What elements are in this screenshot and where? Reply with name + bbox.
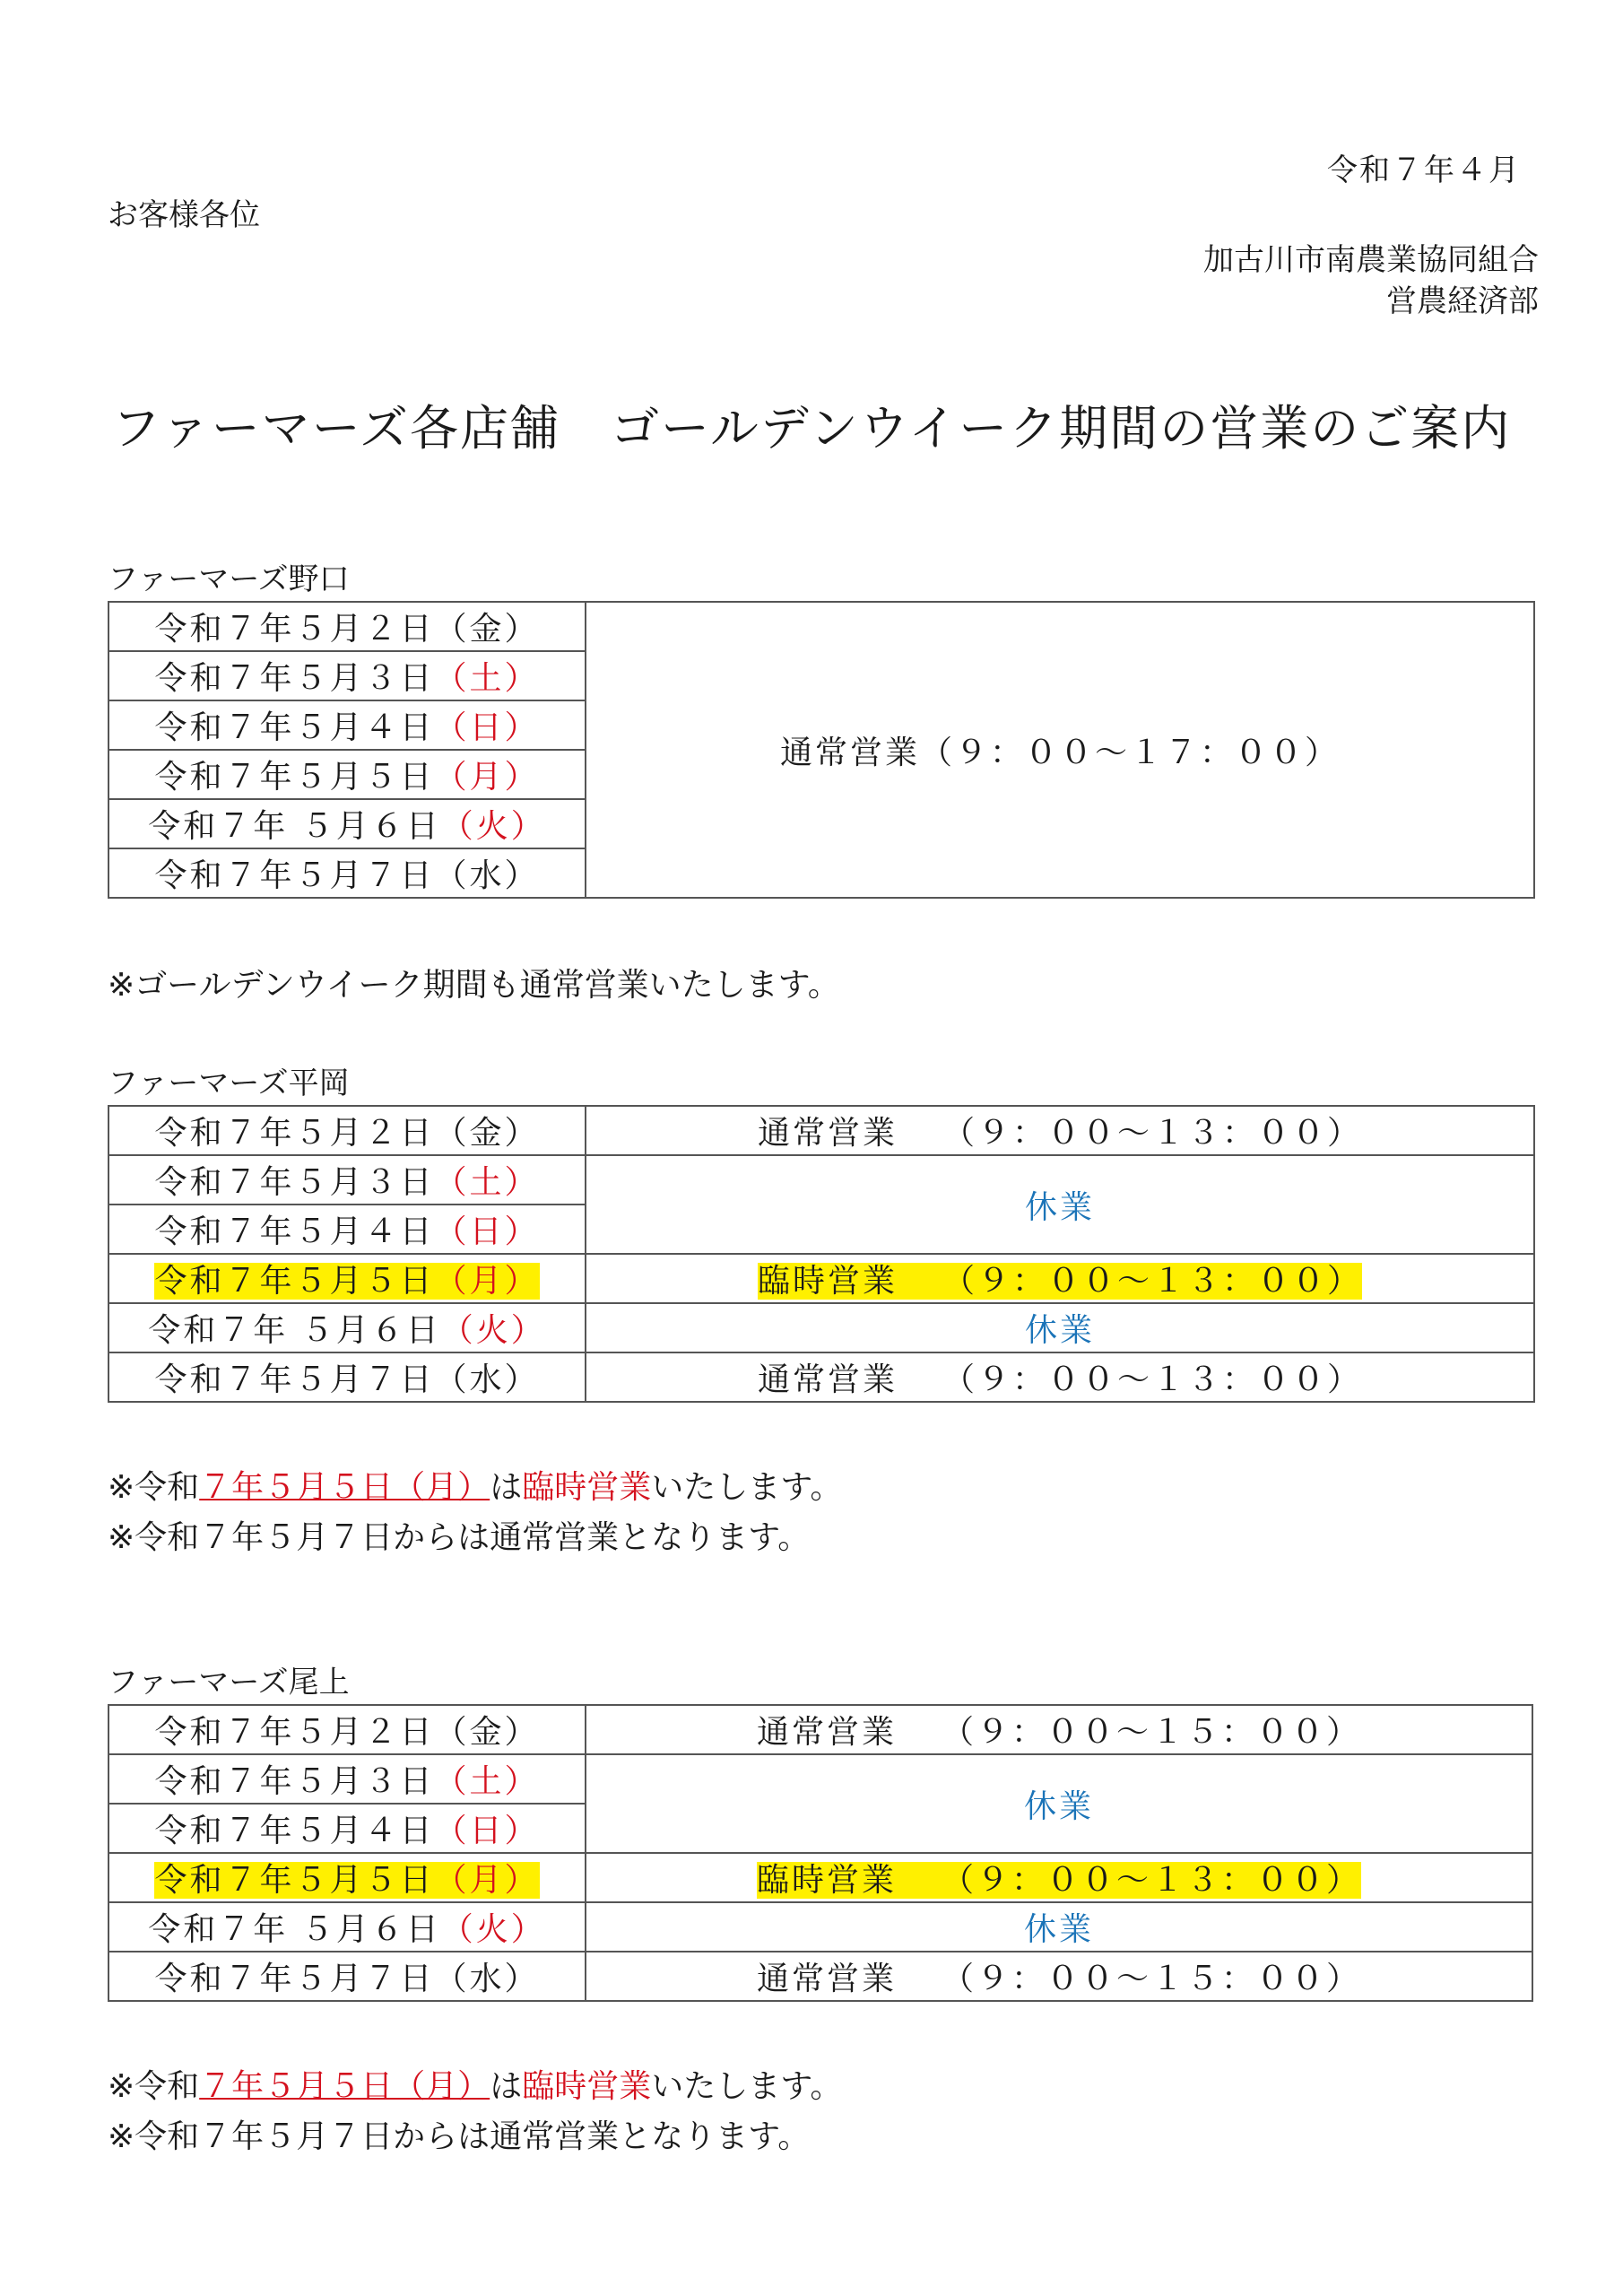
table-row [108, 1754, 1532, 1804]
schedule-table-noguchi [108, 601, 1535, 899]
recipient: お客様各位 [108, 197, 260, 233]
date-text: 令和７年５月２日 [154, 611, 435, 648]
hours-text: （９：００～１３：００） [942, 1115, 1363, 1152]
day-of-week: （月） [434, 759, 540, 796]
date-text: 令和７年５月５日 [154, 1263, 435, 1300]
status-cell [586, 1952, 1532, 2001]
date-cell [108, 1254, 586, 1303]
store-name-onoe: ファーマーズ尾上 [108, 1665, 350, 1700]
table-row [108, 1853, 1532, 1902]
date-text: 令和７年５月５日 [154, 759, 435, 796]
date-cell [108, 1754, 586, 1804]
status-label: 通常営業 [756, 1714, 897, 1751]
date-text: 令和７年 ５月６日 [148, 808, 441, 845]
date-cell [108, 1106, 586, 1155]
date-cell [108, 1952, 586, 2001]
date-cell [108, 1902, 586, 1952]
date-cell [108, 799, 586, 848]
day-of-week: （土） [434, 1763, 540, 1800]
date-cell [108, 1705, 586, 1754]
table-row [108, 1303, 1534, 1352]
store-name-noguchi: ファーマーズ野口 [108, 561, 350, 597]
day-of-week: （金） [434, 611, 540, 648]
status-cell [586, 1853, 1532, 1902]
note-hiraoka-1 [108, 1462, 842, 1508]
table-row [108, 1902, 1532, 1952]
date-text: 令和７年５月７日 [154, 857, 435, 894]
day-of-week: （水） [434, 1361, 540, 1398]
day-of-week: （水） [434, 857, 540, 894]
date-cell [108, 1155, 586, 1205]
closed-cell: 休業 [586, 1754, 1532, 1853]
status-label: 臨時営業 [756, 1862, 897, 1899]
status-label: 臨時営業 [757, 1263, 898, 1300]
day-of-week: （火） [440, 1312, 546, 1349]
status-cell [586, 1352, 1534, 1402]
note-prefix: ※令和 [108, 2068, 200, 2105]
note-onoe-1 [108, 2061, 842, 2107]
status-cell [586, 1254, 1534, 1303]
date-cell [108, 848, 586, 898]
date-text: 令和７年５月２日 [154, 1714, 435, 1751]
closed-cell: 休業 [586, 1303, 1534, 1352]
date-text: 令和７年５月３日 [154, 660, 435, 697]
highlighted-date [154, 1862, 539, 1899]
department-name: 営農経済部 [1386, 283, 1539, 319]
day-of-week: （火） [440, 1911, 546, 1948]
day-of-week: （土） [434, 660, 540, 697]
date-cell [108, 700, 586, 750]
day-of-week: （土） [434, 1164, 540, 1201]
hours-text: （９：００～１３：００） [942, 1361, 1363, 1398]
date-text: 令和７年５月７日 [154, 1361, 435, 1398]
status-label: 通常営業 [757, 1115, 898, 1152]
note-mid: は [490, 1469, 523, 1506]
table-row [108, 1106, 1534, 1155]
hours-text: （９：００～１３：００） [942, 1862, 1362, 1899]
store-name-hiraoka: ファーマーズ平岡 [108, 1065, 350, 1101]
table-row [108, 1705, 1532, 1754]
date-cell [108, 1804, 586, 1853]
table-row [108, 602, 1534, 651]
table-row [108, 1352, 1534, 1402]
hours-text: （９：００～１５：００） [942, 1714, 1362, 1751]
date-cell [108, 1352, 586, 1402]
date-text: 令和７年５月３日 [154, 1164, 435, 1201]
day-of-week: （金） [434, 1115, 540, 1152]
highlighted-date [154, 1263, 539, 1300]
hours-text: （９：００～１３：００） [942, 1263, 1363, 1300]
date-text: 令和７年５月４日 [154, 1213, 435, 1250]
date-text: 令和７年５月４日 [154, 1813, 435, 1849]
day-of-week: （火） [440, 808, 546, 845]
date-text: 令和７年５月２日 [154, 1115, 435, 1152]
status-cell [586, 1106, 1534, 1155]
day-of-week: （日） [434, 709, 540, 746]
highlighted-status [758, 1263, 1362, 1300]
date-text: 令和７年 ５月６日 [148, 1911, 441, 1948]
day-of-week: （月） [434, 1862, 540, 1899]
date-text: 令和７年５月４日 [154, 709, 435, 746]
date-cell [108, 1303, 586, 1352]
page-title: ファーマーズ各店舗 ゴールデンウイーク期間の営業のご案内 [111, 400, 1512, 457]
note-mid: は [490, 2068, 523, 2105]
schedule-table-onoe [108, 1704, 1533, 2002]
date-cell [108, 750, 586, 799]
day-of-week: （日） [434, 1213, 540, 1250]
note-onoe-2: ※令和７年５月７日からは通常営業となります。 [108, 2118, 811, 2155]
table-row [108, 1254, 1534, 1303]
status-label: 通常営業 [757, 1361, 898, 1398]
schedule-table-hiraoka [108, 1105, 1535, 1403]
date-text: 令和７年 ５月６日 [148, 1312, 441, 1349]
date-cell [108, 602, 586, 651]
notice-date: 令和７年４月 [1327, 152, 1521, 188]
note-prefix: ※令和 [108, 1469, 200, 1506]
day-of-week: （日） [434, 1813, 540, 1849]
highlighted-status [757, 1862, 1361, 1899]
note-date: ７年５月５日（月） [199, 1469, 490, 1506]
status-cell: 通常営業（９：００～１７：００） [586, 602, 1534, 898]
status-label: 通常営業 [756, 1961, 897, 1997]
status-cell [586, 1705, 1532, 1754]
note-noguchi: ※ゴールデンウイーク期間も通常営業いたします。 [108, 967, 840, 1004]
table-row [108, 1952, 1532, 2001]
day-of-week: （水） [434, 1961, 540, 1997]
day-of-week: （金） [434, 1714, 540, 1751]
date-cell [108, 651, 586, 700]
date-text: 令和７年５月７日 [154, 1961, 435, 1997]
closed-cell: 休業 [586, 1902, 1532, 1952]
note-suffix: いたします。 [651, 1469, 843, 1506]
organization-name: 加古川市南農業協同組合 [1203, 242, 1539, 278]
note-emphasis: 臨時営業 [522, 2068, 652, 2105]
closed-cell: 休業 [586, 1155, 1534, 1254]
date-text: 令和７年５月３日 [154, 1763, 435, 1800]
date-cell [108, 1853, 586, 1902]
hours-text: （９：００～１５：００） [942, 1961, 1362, 1997]
note-hiraoka-2: ※令和７年５月７日からは通常営業となります。 [108, 1519, 811, 1556]
note-emphasis: 臨時営業 [522, 1469, 652, 1506]
note-suffix: いたします。 [651, 2068, 843, 2105]
date-text: 令和７年５月５日 [154, 1862, 435, 1899]
date-cell [108, 1205, 586, 1254]
table-row [108, 1155, 1534, 1205]
day-of-week: （月） [434, 1263, 540, 1300]
note-date: ７年５月５日（月） [199, 2068, 490, 2105]
